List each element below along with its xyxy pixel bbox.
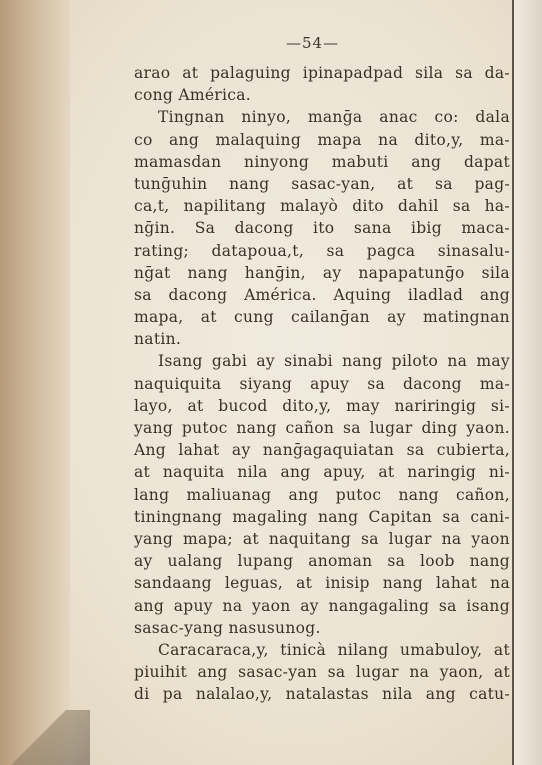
text-word: anoman	[308, 552, 373, 571]
text-line: cong América.	[134, 86, 252, 105]
text-word: sa	[326, 241, 345, 260]
text-word: cañon,	[456, 485, 510, 504]
text-word: bucod	[218, 396, 268, 415]
text-word: dacong	[403, 374, 462, 393]
page-right-margin	[512, 0, 542, 765]
text-word: isang	[466, 596, 510, 615]
text-word: nang	[398, 485, 439, 504]
text-line	[134, 62, 510, 84]
text-word: yaon.	[466, 419, 510, 437]
text-word: cani-	[470, 507, 510, 526]
text-word: sinabi	[284, 352, 333, 371]
text-word: na	[447, 352, 468, 371]
text-word: nanḡagaquiatan	[262, 441, 395, 460]
text-word: sa	[343, 419, 361, 437]
text-word: ay	[231, 441, 251, 460]
text-word: Tingnan	[158, 108, 225, 127]
text-word: yang	[134, 419, 174, 437]
text-word: at	[378, 463, 395, 482]
text-word: ualang	[167, 552, 223, 571]
text-word: may	[476, 352, 510, 371]
text-word: putoc	[181, 419, 228, 437]
text-word: maliuanag	[186, 485, 272, 504]
text-word: nila	[382, 685, 413, 704]
text-word: ito	[313, 219, 335, 238]
text-line	[134, 129, 510, 151]
text-word: sa	[134, 285, 152, 304]
text-word: ang	[425, 685, 456, 704]
text-word: ang	[169, 130, 200, 149]
text-word: ninyong	[244, 152, 310, 171]
text-word: nang	[317, 507, 359, 526]
text-word: at	[200, 308, 217, 327]
text-word: ay	[322, 263, 342, 282]
text-word: lahat	[436, 574, 478, 593]
text-word: ay	[256, 352, 275, 371]
text-word: dacong	[234, 219, 294, 238]
text-word: anac	[379, 108, 418, 127]
text-word: Aquing	[333, 285, 392, 304]
text-word: sa	[434, 174, 453, 193]
text-word: lang	[134, 485, 170, 504]
text-word: di	[134, 685, 150, 704]
text-word: inisip	[325, 574, 370, 593]
text-word: at	[242, 529, 259, 548]
text-word: ay	[300, 596, 319, 615]
text-word: cañon	[285, 419, 335, 437]
text-word: ma-	[479, 130, 510, 149]
text-line	[134, 284, 510, 306]
text-line	[134, 528, 510, 550]
text-line	[134, 106, 510, 128]
text-word: mapa,	[134, 308, 184, 327]
text-word: ang	[288, 485, 319, 504]
text-word: na	[222, 596, 243, 615]
text-line	[134, 661, 510, 683]
text-word: sa	[387, 552, 406, 571]
text-word: Capitan	[368, 507, 433, 526]
text-word: sa	[360, 529, 379, 548]
text-line	[134, 350, 510, 372]
text-word: pa	[162, 685, 183, 704]
text-word: yaon	[471, 529, 510, 548]
text-word: ang	[134, 596, 165, 615]
text-line	[134, 595, 510, 617]
text-word: ang	[411, 152, 442, 171]
text-word: Caracaraca,y,	[158, 640, 269, 659]
text-word: at	[182, 64, 199, 82]
text-word: lahat	[178, 441, 220, 460]
text-word: ding	[421, 419, 458, 437]
text-word: at	[134, 463, 151, 482]
text-word: dala	[475, 108, 510, 127]
text-word: ay	[387, 308, 406, 327]
text-line	[134, 173, 510, 195]
text-word: nangagaling	[328, 596, 430, 615]
text-line	[134, 395, 510, 417]
text-word: sa	[327, 663, 346, 682]
text-word: ay	[134, 552, 153, 571]
text-word: natalastas	[285, 685, 369, 704]
text-word: datapoua,t,	[211, 241, 305, 260]
text-word: leguas,	[224, 574, 284, 593]
text-word: nḡat	[134, 263, 171, 282]
text-word: ibig	[410, 219, 442, 238]
text-word: at	[397, 174, 414, 193]
text-line	[134, 439, 510, 461]
text-line	[134, 240, 510, 262]
page-corner-shadow	[0, 710, 90, 765]
text-word: nalalao,y,	[195, 685, 273, 704]
text-word: mapa;	[183, 529, 233, 548]
text-word: iladlad	[407, 285, 464, 304]
text-word: na	[490, 574, 510, 593]
text-word: piloto	[391, 352, 439, 371]
text-line	[134, 484, 510, 506]
text-word: sila	[415, 64, 444, 82]
text-word: gabi	[211, 352, 248, 371]
text-word: siyang	[239, 374, 293, 393]
text-word: may	[346, 396, 380, 415]
text-word: América.	[244, 285, 317, 304]
text-word: nang	[382, 574, 424, 593]
text-line	[134, 151, 510, 173]
text-line: natin.	[134, 330, 182, 349]
text-word: dahil	[398, 197, 439, 216]
text-word: ang	[479, 285, 510, 304]
text-word: sana	[353, 219, 392, 238]
text-line: sasac-yang nasusunog.	[134, 618, 321, 637]
text-word: na	[409, 663, 430, 682]
text-word: sasac-yan,	[291, 174, 376, 193]
book-binding-shadow	[0, 0, 70, 765]
text-word: cung	[234, 308, 274, 327]
text-word: dapat	[463, 152, 510, 171]
text-word: sasac-yan	[238, 663, 318, 682]
text-word: naquita	[162, 463, 225, 482]
text-word: malaquing	[215, 130, 302, 149]
text-word: apuy	[173, 596, 213, 615]
text-word: mapa	[317, 130, 362, 149]
text-word: apuy,	[323, 463, 366, 482]
text-word: da-	[484, 64, 510, 82]
text-word: ma-	[479, 374, 510, 393]
text-word: matingnan	[423, 308, 510, 327]
text-word: nang	[187, 263, 228, 282]
text-word: nang	[469, 552, 510, 571]
text-word: dito	[352, 197, 384, 216]
text-word: at	[296, 574, 313, 593]
text-word: yaon,	[439, 663, 484, 682]
text-word: arao	[134, 64, 171, 82]
text-word: sa	[367, 374, 385, 393]
text-word: palaguing	[210, 64, 291, 82]
text-line	[134, 373, 510, 395]
text-word: lupang	[237, 552, 294, 571]
text-word: ca,t,	[134, 197, 170, 216]
text-word: sinasalu-	[437, 241, 510, 260]
text-word: lugar	[388, 529, 432, 548]
text-word: yang	[134, 529, 174, 548]
text-word: catu-	[469, 685, 510, 704]
text-word: apuy	[310, 374, 350, 393]
text-word: tiningnang	[134, 507, 223, 526]
text-word: naringig	[407, 463, 477, 482]
body-text	[134, 62, 510, 705]
text-word: ang	[280, 463, 311, 482]
text-word: Sa	[194, 219, 216, 238]
text-line	[134, 550, 510, 572]
text-word: sandaang	[134, 574, 212, 593]
text-word: ang	[197, 663, 228, 682]
text-word: loob	[420, 552, 455, 571]
text-word: ninyo,	[241, 108, 292, 127]
text-word: umabuloy,	[399, 640, 483, 659]
text-word: cailanḡan	[291, 308, 370, 327]
text-line	[134, 461, 510, 483]
text-word: at	[187, 396, 204, 415]
text-word: sa	[442, 507, 461, 526]
text-word: maca-	[461, 219, 510, 238]
text-word: sa	[438, 596, 457, 615]
text-word: at	[493, 640, 510, 659]
text-word: nang	[236, 419, 277, 437]
text-word: lugar	[355, 663, 399, 682]
text-word: ni-	[488, 463, 510, 482]
text-word: layo,	[134, 396, 173, 415]
text-line	[134, 195, 510, 217]
text-word: si-	[490, 396, 510, 415]
text-word: na	[441, 529, 462, 548]
text-word: pag-	[474, 174, 510, 193]
text-word: sa	[406, 441, 425, 460]
text-word: co	[134, 130, 153, 149]
text-word: napapatunḡo	[358, 263, 465, 282]
text-word: hanḡin,	[244, 263, 306, 282]
page-edge-line	[512, 0, 514, 765]
text-line	[134, 506, 510, 528]
text-line	[134, 306, 510, 328]
text-word: sa	[452, 197, 471, 216]
text-word: dito,y,	[282, 396, 332, 415]
text-line	[134, 262, 510, 284]
page-number: —54—	[286, 34, 340, 52]
text-word: naquitang	[268, 529, 351, 548]
text-word: ha-	[484, 197, 510, 216]
text-word: tinicà	[280, 640, 327, 659]
text-line	[134, 417, 510, 439]
text-word: at	[493, 663, 510, 682]
text-word: lugar	[369, 419, 413, 437]
text-word: co:	[434, 108, 459, 127]
text-word: nang	[229, 174, 270, 193]
text-word: dito,y,	[414, 130, 464, 149]
text-word: nḡin.	[134, 219, 176, 238]
text-word: piuihit	[134, 663, 188, 682]
text-word: nariringig	[394, 396, 477, 415]
text-word: Ang	[134, 441, 166, 460]
text-word: rating;	[134, 241, 190, 260]
text-word: malayò	[280, 197, 339, 216]
text-word: yaon	[252, 596, 291, 615]
text-word: naquiquita	[134, 374, 222, 393]
text-word: dacong	[168, 285, 228, 304]
text-line	[134, 572, 510, 594]
text-line	[134, 683, 510, 705]
text-word: nila	[237, 463, 268, 482]
text-word: putoc	[335, 485, 382, 504]
text-word: pagca	[366, 241, 416, 260]
text-line	[134, 217, 510, 239]
text-word: manḡa	[307, 108, 363, 127]
text-line	[134, 639, 510, 661]
text-word: magaling	[232, 507, 308, 526]
text-word: mabuti	[331, 152, 389, 171]
text-word: mamasdan	[134, 152, 222, 171]
text-word: ipinapadpad	[302, 64, 404, 82]
text-word: cubierta,	[436, 441, 510, 460]
text-word: tunḡuhin	[134, 174, 208, 193]
text-word: nilang	[337, 640, 389, 659]
text-word: sa	[455, 64, 473, 82]
text-word: sila	[481, 263, 510, 282]
text-word: nang	[342, 352, 383, 371]
text-word: napilitang	[183, 197, 267, 216]
text-word: Isang	[158, 352, 203, 371]
text-word: na	[378, 130, 398, 149]
